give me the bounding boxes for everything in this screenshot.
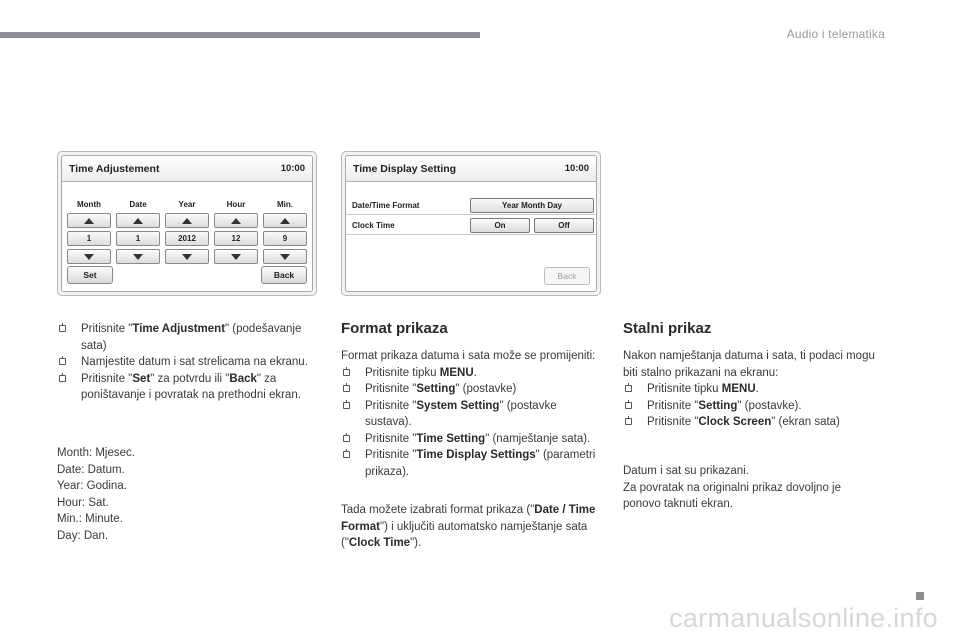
legend-line: Hour: Sat. bbox=[57, 496, 109, 509]
intro-text: Format prikaza datuma i sata može se promijeniti: bbox=[341, 350, 596, 362]
year-value-text: 2012 bbox=[178, 234, 196, 243]
list-item: Pritisnite tipku MENU. bbox=[623, 381, 881, 398]
month-down-button[interactable] bbox=[67, 249, 111, 264]
bullet-icon bbox=[343, 451, 350, 458]
screen-header bbox=[62, 156, 312, 182]
bullet-icon bbox=[343, 385, 350, 392]
minute-column bbox=[263, 200, 307, 267]
time-display-setting-display bbox=[345, 155, 597, 292]
display-note bbox=[623, 463, 881, 513]
bullet-icon bbox=[625, 385, 632, 392]
bullet-icon bbox=[625, 402, 632, 409]
column-label-month: Month bbox=[77, 200, 101, 209]
note-line: Datum i sat su prikazani. bbox=[623, 465, 749, 477]
outro-text: Tada možete izabrati format prikaza ("Date / Time Format") i uključiti automatsko namještanje sata ("Clock Time"). bbox=[341, 504, 596, 549]
clock-readout: 10:00 bbox=[280, 163, 305, 174]
abbreviation-legend bbox=[57, 445, 257, 544]
bullet-icon bbox=[343, 435, 350, 442]
arrow-up-icon bbox=[231, 218, 241, 224]
watermark: carmanualsonline.info bbox=[669, 603, 938, 633]
arrow-up-icon bbox=[280, 218, 290, 224]
legend-line: Month: Mjesec. bbox=[57, 447, 135, 459]
screen-title: Time Display Setting bbox=[353, 162, 457, 175]
minute-down-button[interactable] bbox=[263, 249, 307, 264]
date-value-text: 1 bbox=[135, 234, 141, 243]
instructions-column-1 bbox=[57, 321, 322, 404]
hour-down-button[interactable] bbox=[214, 249, 258, 264]
note-line: Za povratak na originalni prikaz dovoljno je ponovo taknuti ekran. bbox=[623, 481, 841, 510]
date-time-format-row bbox=[346, 196, 596, 215]
minute-value-text: 9 bbox=[282, 234, 288, 243]
list-item: Pritisnite "Setting" (postavke) bbox=[341, 381, 599, 398]
date-down-button[interactable] bbox=[116, 249, 160, 264]
legend-line: Day: Dan. bbox=[57, 529, 109, 542]
time-adjustment-display bbox=[61, 155, 313, 292]
hour-column bbox=[214, 200, 258, 267]
list-item: Pritisnite "Set" za potvrdu ili "Back" za poništavanje i povratak na prethodni ekran. bbox=[57, 371, 322, 404]
bullet-icon bbox=[625, 418, 632, 425]
column-label-date: Date bbox=[129, 200, 147, 209]
hour-value bbox=[214, 231, 258, 246]
minute-up-button[interactable] bbox=[263, 213, 307, 228]
bullet-icon bbox=[59, 325, 66, 332]
intro-text: Nakon namještanja datuma i sata, ti podaci mogu biti stalno prikazani na ekranu: bbox=[623, 350, 875, 379]
back-button[interactable]: Back bbox=[261, 266, 307, 284]
screen-title: Time Adjustement bbox=[69, 162, 160, 175]
time-display-setting-screen bbox=[341, 151, 601, 296]
clock-on-button[interactable]: On bbox=[470, 218, 530, 233]
year-up-button[interactable] bbox=[165, 213, 209, 228]
date-format-button[interactable]: Year Month Day bbox=[470, 198, 594, 213]
arrow-up-icon bbox=[182, 218, 192, 224]
clock-time-label: Clock Time bbox=[352, 220, 395, 230]
legend-line: Year: Godina. bbox=[57, 480, 127, 492]
arrow-down-icon bbox=[182, 254, 192, 260]
list-item: Pritisnite "Clock Screen" (ekran sata) bbox=[623, 414, 881, 431]
arrow-up-icon bbox=[133, 218, 143, 224]
list-item: Pritisnite "Setting" (postavke). bbox=[623, 398, 881, 415]
time-adjustment-screen bbox=[57, 151, 317, 296]
arrow-down-icon bbox=[84, 254, 94, 260]
bullet-icon bbox=[343, 369, 350, 376]
date-up-button[interactable] bbox=[116, 213, 160, 228]
month-column bbox=[67, 200, 111, 267]
legend-line: Date: Datum. bbox=[57, 463, 125, 476]
arrow-down-icon bbox=[231, 254, 241, 260]
back-button[interactable]: Back bbox=[544, 267, 590, 285]
legend-line: Min.: Minute. bbox=[57, 513, 123, 525]
year-column bbox=[165, 200, 209, 267]
month-value-text: 1 bbox=[86, 234, 92, 243]
bullet-icon bbox=[59, 375, 66, 382]
column-label-year: Year bbox=[178, 200, 196, 209]
list-item: Pritisnite "System Setting" (postavke sustava). bbox=[341, 398, 599, 431]
year-value bbox=[165, 231, 209, 246]
list-item: Pritisnite "Time Setting" (namještanje sata). bbox=[341, 431, 599, 448]
clock-readout: 10:00 bbox=[564, 163, 589, 174]
arrow-up-icon bbox=[84, 218, 94, 224]
bullet-icon bbox=[343, 402, 350, 409]
month-value bbox=[67, 231, 111, 246]
adjust-columns bbox=[67, 200, 307, 267]
section-heading: Stalni prikaz bbox=[623, 320, 712, 337]
list-item: Pritisnite "Time Display Settings" (parametri prikaza). bbox=[341, 447, 599, 480]
header-bar bbox=[0, 32, 480, 38]
month-up-button[interactable] bbox=[67, 213, 111, 228]
bullet-icon bbox=[59, 358, 66, 365]
arrow-down-icon bbox=[280, 254, 290, 260]
clock-time-row bbox=[346, 216, 596, 235]
list-item: Pritisnite tipku MENU. bbox=[341, 365, 599, 382]
date-column bbox=[116, 200, 160, 267]
list-item: Pritisnite "Time Adjustment" (podešavanje sata) bbox=[57, 321, 322, 354]
column-label-hour: Hour bbox=[226, 200, 246, 209]
instructions-column-3 bbox=[623, 320, 881, 431]
section-heading: Format prikaza bbox=[341, 320, 448, 337]
date-time-format-label: Date/Time Format bbox=[352, 200, 420, 210]
minute-value bbox=[263, 231, 307, 246]
set-button[interactable]: Set bbox=[67, 266, 113, 284]
arrow-down-icon bbox=[133, 254, 143, 260]
section-title: Audio i telematika bbox=[786, 27, 885, 41]
clock-off-button[interactable]: Off bbox=[534, 218, 594, 233]
date-value bbox=[116, 231, 160, 246]
hour-value-text: 12 bbox=[231, 234, 241, 243]
column-label-min: Min. bbox=[277, 200, 293, 209]
instructions-column-2 bbox=[341, 320, 599, 552]
hour-up-button[interactable] bbox=[214, 213, 258, 228]
page-marker bbox=[916, 592, 924, 600]
year-down-button[interactable] bbox=[165, 249, 209, 264]
screen-header bbox=[346, 156, 596, 182]
list-item: Namjestite datum i sat strelicama na ekranu. bbox=[57, 354, 322, 371]
